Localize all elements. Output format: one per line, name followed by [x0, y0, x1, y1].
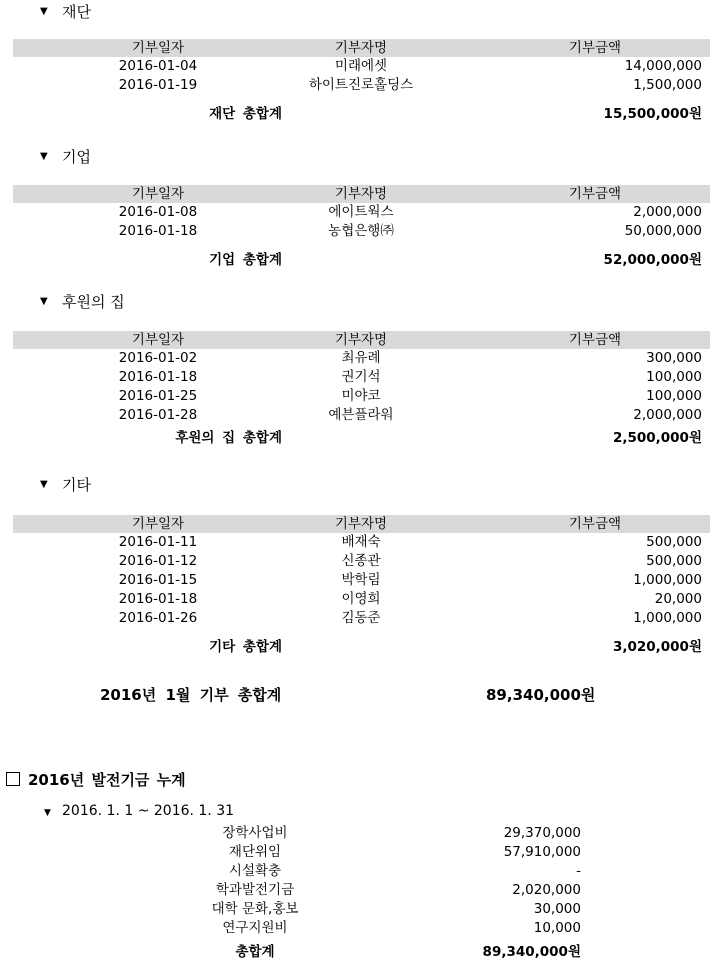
section-total-row	[13, 247, 710, 273]
table-header	[13, 39, 710, 57]
header-date: 기부일자	[131, 516, 185, 532]
table-header	[13, 331, 710, 349]
section-title: 기타	[62, 476, 91, 494]
list-item	[0, 843, 715, 862]
item-amount: 30,000	[533, 901, 581, 917]
cell-date: 2016-01-04	[118, 58, 198, 74]
cell-amount: 500,000	[646, 553, 702, 569]
cell-date: 2016-01-18	[118, 369, 198, 385]
table-row	[13, 222, 710, 241]
cell-name: 미야코	[341, 388, 381, 404]
item-amount: -	[576, 863, 581, 879]
cell-amount: 2,000,000	[633, 407, 702, 423]
table-row	[13, 406, 710, 425]
cell-date: 2016-01-26	[118, 610, 198, 626]
table-row	[13, 387, 710, 406]
table-row	[13, 76, 710, 95]
cell-amount: 100,000	[646, 388, 702, 404]
header-name: 기부자명	[334, 516, 388, 532]
section-total-label: 재단 총합계	[209, 106, 282, 122]
header-amount: 기부금액	[568, 186, 622, 202]
cell-amount: 2,000,000	[633, 204, 702, 220]
donation-table-corporate	[13, 185, 710, 273]
triangle-bullet-icon: ▼	[40, 479, 48, 490]
cumulative-list	[0, 824, 715, 964]
item-label: 대학 문화,홍보	[211, 901, 299, 917]
grand-total-label: 2016년 1월 기부 총합계	[100, 686, 282, 704]
cell-amount: 1,000,000	[633, 610, 702, 626]
section-total-amount: 52,000,000원	[603, 252, 702, 268]
cell-date: 2016-01-02	[118, 350, 198, 366]
triangle-bullet-icon: ▼	[44, 808, 51, 818]
header-name: 기부자명	[334, 332, 388, 348]
table-row	[13, 552, 710, 571]
item-amount: 29,370,000	[503, 825, 581, 841]
section-total-row	[13, 101, 710, 127]
cell-amount: 14,000,000	[624, 58, 702, 74]
table-row	[13, 368, 710, 387]
item-label: 장학사업비	[222, 825, 288, 841]
section-title: 기업	[62, 148, 91, 166]
item-label: 연구지원비	[222, 920, 288, 936]
table-row	[13, 571, 710, 590]
cell-amount: 1,500,000	[633, 77, 702, 93]
table-row	[13, 349, 710, 368]
section-heading-supporters	[40, 291, 125, 313]
cumulative-total-row	[0, 940, 715, 964]
cumulative-total-label: 총합계	[235, 944, 275, 960]
cell-name: 예븐플라워	[328, 407, 394, 423]
cell-name: 이영희	[341, 591, 381, 607]
table-row	[13, 590, 710, 609]
section-total-amount: 15,500,000원	[603, 106, 702, 122]
list-item	[0, 881, 715, 900]
grand-total-amount: 89,340,000원	[486, 686, 596, 704]
section-total-label: 기타 총합계	[209, 639, 282, 655]
list-item	[0, 862, 715, 881]
cell-date: 2016-01-18	[118, 223, 198, 239]
item-label: 재단위임	[228, 844, 282, 860]
table-row	[13, 533, 710, 552]
header-name: 기부자명	[334, 40, 388, 56]
cell-name: 권기석	[341, 369, 381, 385]
list-item	[0, 900, 715, 919]
list-item	[0, 919, 715, 938]
section-heading-other	[40, 474, 91, 496]
section-total-row	[13, 634, 710, 660]
list-item	[0, 824, 715, 843]
triangle-bullet-icon: ▼	[40, 151, 48, 162]
donation-table-supporters	[13, 331, 710, 451]
cell-amount: 300,000	[646, 350, 702, 366]
item-amount: 10,000	[533, 920, 581, 936]
table-row	[13, 57, 710, 76]
cumulative-total-amount: 89,340,000원	[482, 944, 581, 960]
triangle-bullet-icon: ▼	[40, 296, 48, 307]
cell-amount: 20,000	[654, 591, 702, 607]
cell-amount: 500,000	[646, 534, 702, 550]
cell-date: 2016-01-15	[118, 572, 198, 588]
cumulative-title-text: 2016년 발전기금 누계	[28, 771, 186, 789]
cell-date: 2016-01-19	[118, 77, 198, 93]
donation-table-other	[13, 515, 710, 660]
donation-table-foundation	[13, 39, 710, 127]
cell-name: 박학림	[341, 572, 381, 588]
cell-amount: 50,000,000	[624, 223, 702, 239]
section-total-label: 후원의 집 총합계	[175, 430, 282, 446]
square-bullet-icon	[6, 772, 20, 786]
cumulative-period	[44, 801, 234, 821]
table-row	[13, 609, 710, 628]
section-total-label: 기업 총합계	[209, 252, 282, 268]
section-total-amount: 2,500,000원	[612, 430, 702, 446]
cell-date: 2016-01-25	[118, 388, 198, 404]
period-text: 2016. 1. 1 ~ 2016. 1. 31	[62, 803, 235, 819]
table-header	[13, 185, 710, 203]
table-header	[13, 515, 710, 533]
table-row	[13, 203, 710, 222]
cell-name: 에이트웍스	[328, 204, 394, 220]
cell-name: 농협은행㈜	[328, 223, 394, 239]
section-title: 재단	[62, 3, 91, 21]
triangle-bullet-icon: ▼	[40, 6, 48, 17]
item-amount: 2,020,000	[512, 882, 581, 898]
header-amount: 기부금액	[568, 516, 622, 532]
section-total-amount: 3,020,000원	[612, 639, 702, 655]
item-label: 학과발전기금	[215, 882, 295, 898]
header-date: 기부일자	[131, 186, 185, 202]
cell-amount: 100,000	[646, 369, 702, 385]
cell-name: 신종관	[341, 553, 381, 569]
cell-date: 2016-01-11	[118, 534, 198, 550]
header-date: 기부일자	[131, 40, 185, 56]
item-label: 시설확충	[228, 863, 282, 879]
cell-date: 2016-01-18	[118, 591, 198, 607]
section-heading-corporate	[40, 146, 91, 168]
header-name: 기부자명	[334, 186, 388, 202]
section-title: 후원의 집	[62, 293, 125, 311]
header-date: 기부일자	[131, 332, 185, 348]
cell-name: 미래에셋	[334, 58, 388, 74]
cell-name: 배재숙	[341, 534, 381, 550]
cell-date: 2016-01-28	[118, 407, 198, 423]
section-total-row	[13, 425, 710, 451]
cell-name: 김동준	[341, 610, 381, 626]
monthly-grand-total	[0, 683, 715, 707]
cumulative-title	[6, 769, 186, 791]
cell-amount: 1,000,000	[633, 572, 702, 588]
item-amount: 57,910,000	[503, 844, 581, 860]
section-heading-foundation	[40, 1, 91, 23]
header-amount: 기부금액	[568, 332, 622, 348]
cell-date: 2016-01-08	[118, 204, 198, 220]
header-amount: 기부금액	[568, 40, 622, 56]
cell-name: 하이트진로홀딩스	[308, 77, 414, 93]
cell-date: 2016-01-12	[118, 553, 198, 569]
cell-name: 최유례	[341, 350, 381, 366]
